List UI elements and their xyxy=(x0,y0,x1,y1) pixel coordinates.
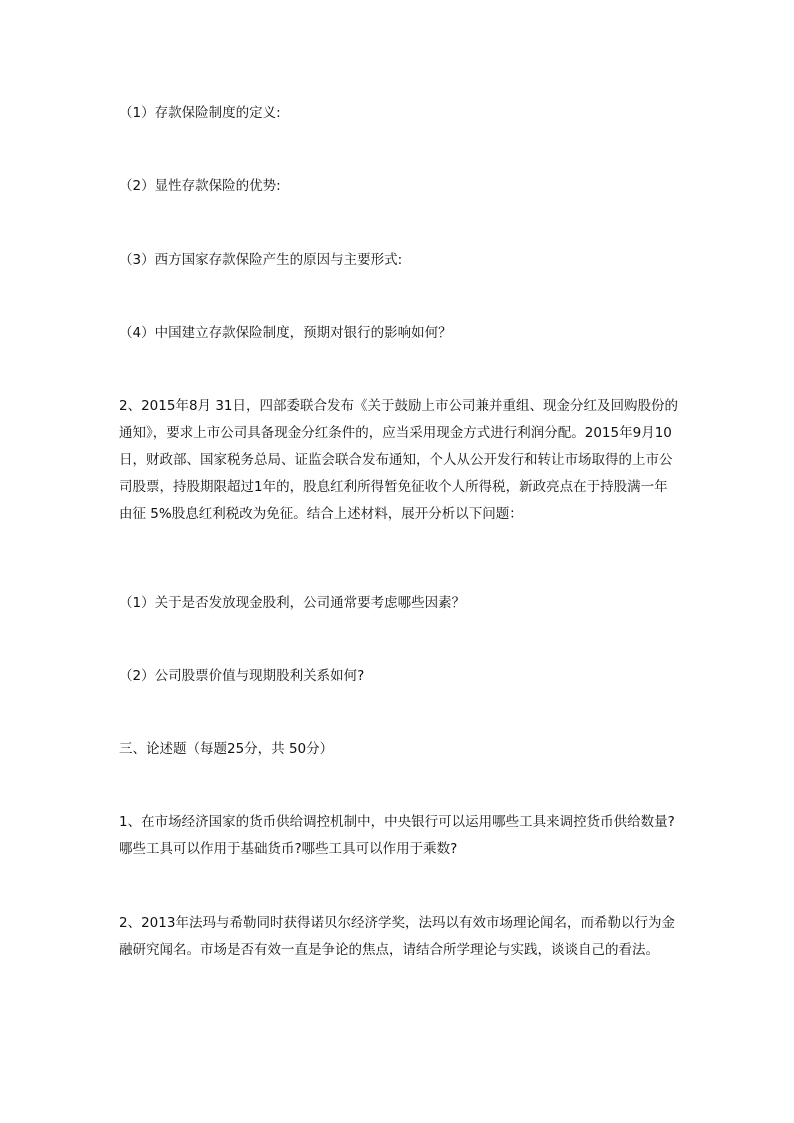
essay-question-money-supply: 1、在市场经济国家的货币供给调控机制中，中央银行可以运用哪些工具来调控货币供给数量?哪些工具可以作用于基础货币?哪些工具可以作用于乘数? xyxy=(119,814,675,857)
question-item-china-impact: （4）中国建立存款保险制度，预期对银行的影响如何？ xyxy=(119,325,452,341)
question-item-stock-value-dividend: （2）公司股票价值与现期股利关系如何? xyxy=(119,668,365,684)
case-material-dividend-policy: 2、2015年8月 31日，四部委联合发布《关于鼓励上市公司兼并重组、现金分红及回购股份的通知》，要求上市公司具备现金分红条件的，应当采用现金方式进行利润分配。2015年9月10日，财政部、国家税务总局、证监会联合发布通知，个人从公开发行和转让市场取得的上市公司股票，持股期限超过1年的，股息红利所得暂免征收个人所得税，新政亮点在于持股满一年由征 5%股息红利税改为免征。结合上述材料，展开分析以下问题： xyxy=(119,398,679,522)
question-item-western-origins: （3）西方国家存款保险产生的原因与主要形式: xyxy=(119,252,403,268)
essay-question-market-efficiency: 2、2013年法玛与希勒同时获得诺贝尔经济学奖，法玛以有效市场理论闻名，而希勒以行为金融研究闻名。市场是否有效一直是争论的焦点，请结合所学理论与实践，谈谈自己的看法。 xyxy=(119,915,675,958)
question-item-cash-dividend-factors: （1）关于是否发放现金股利，公司通常要考虑哪些因素？ xyxy=(119,595,466,611)
question-item-explicit-insurance-advantages: （2）显性存款保险的优势: xyxy=(119,178,281,194)
question-item-definition: （1）存款保险制度的定义: xyxy=(119,105,281,121)
section-heading-essay: 三、论述题（每题25分，共 50分） xyxy=(119,741,334,757)
